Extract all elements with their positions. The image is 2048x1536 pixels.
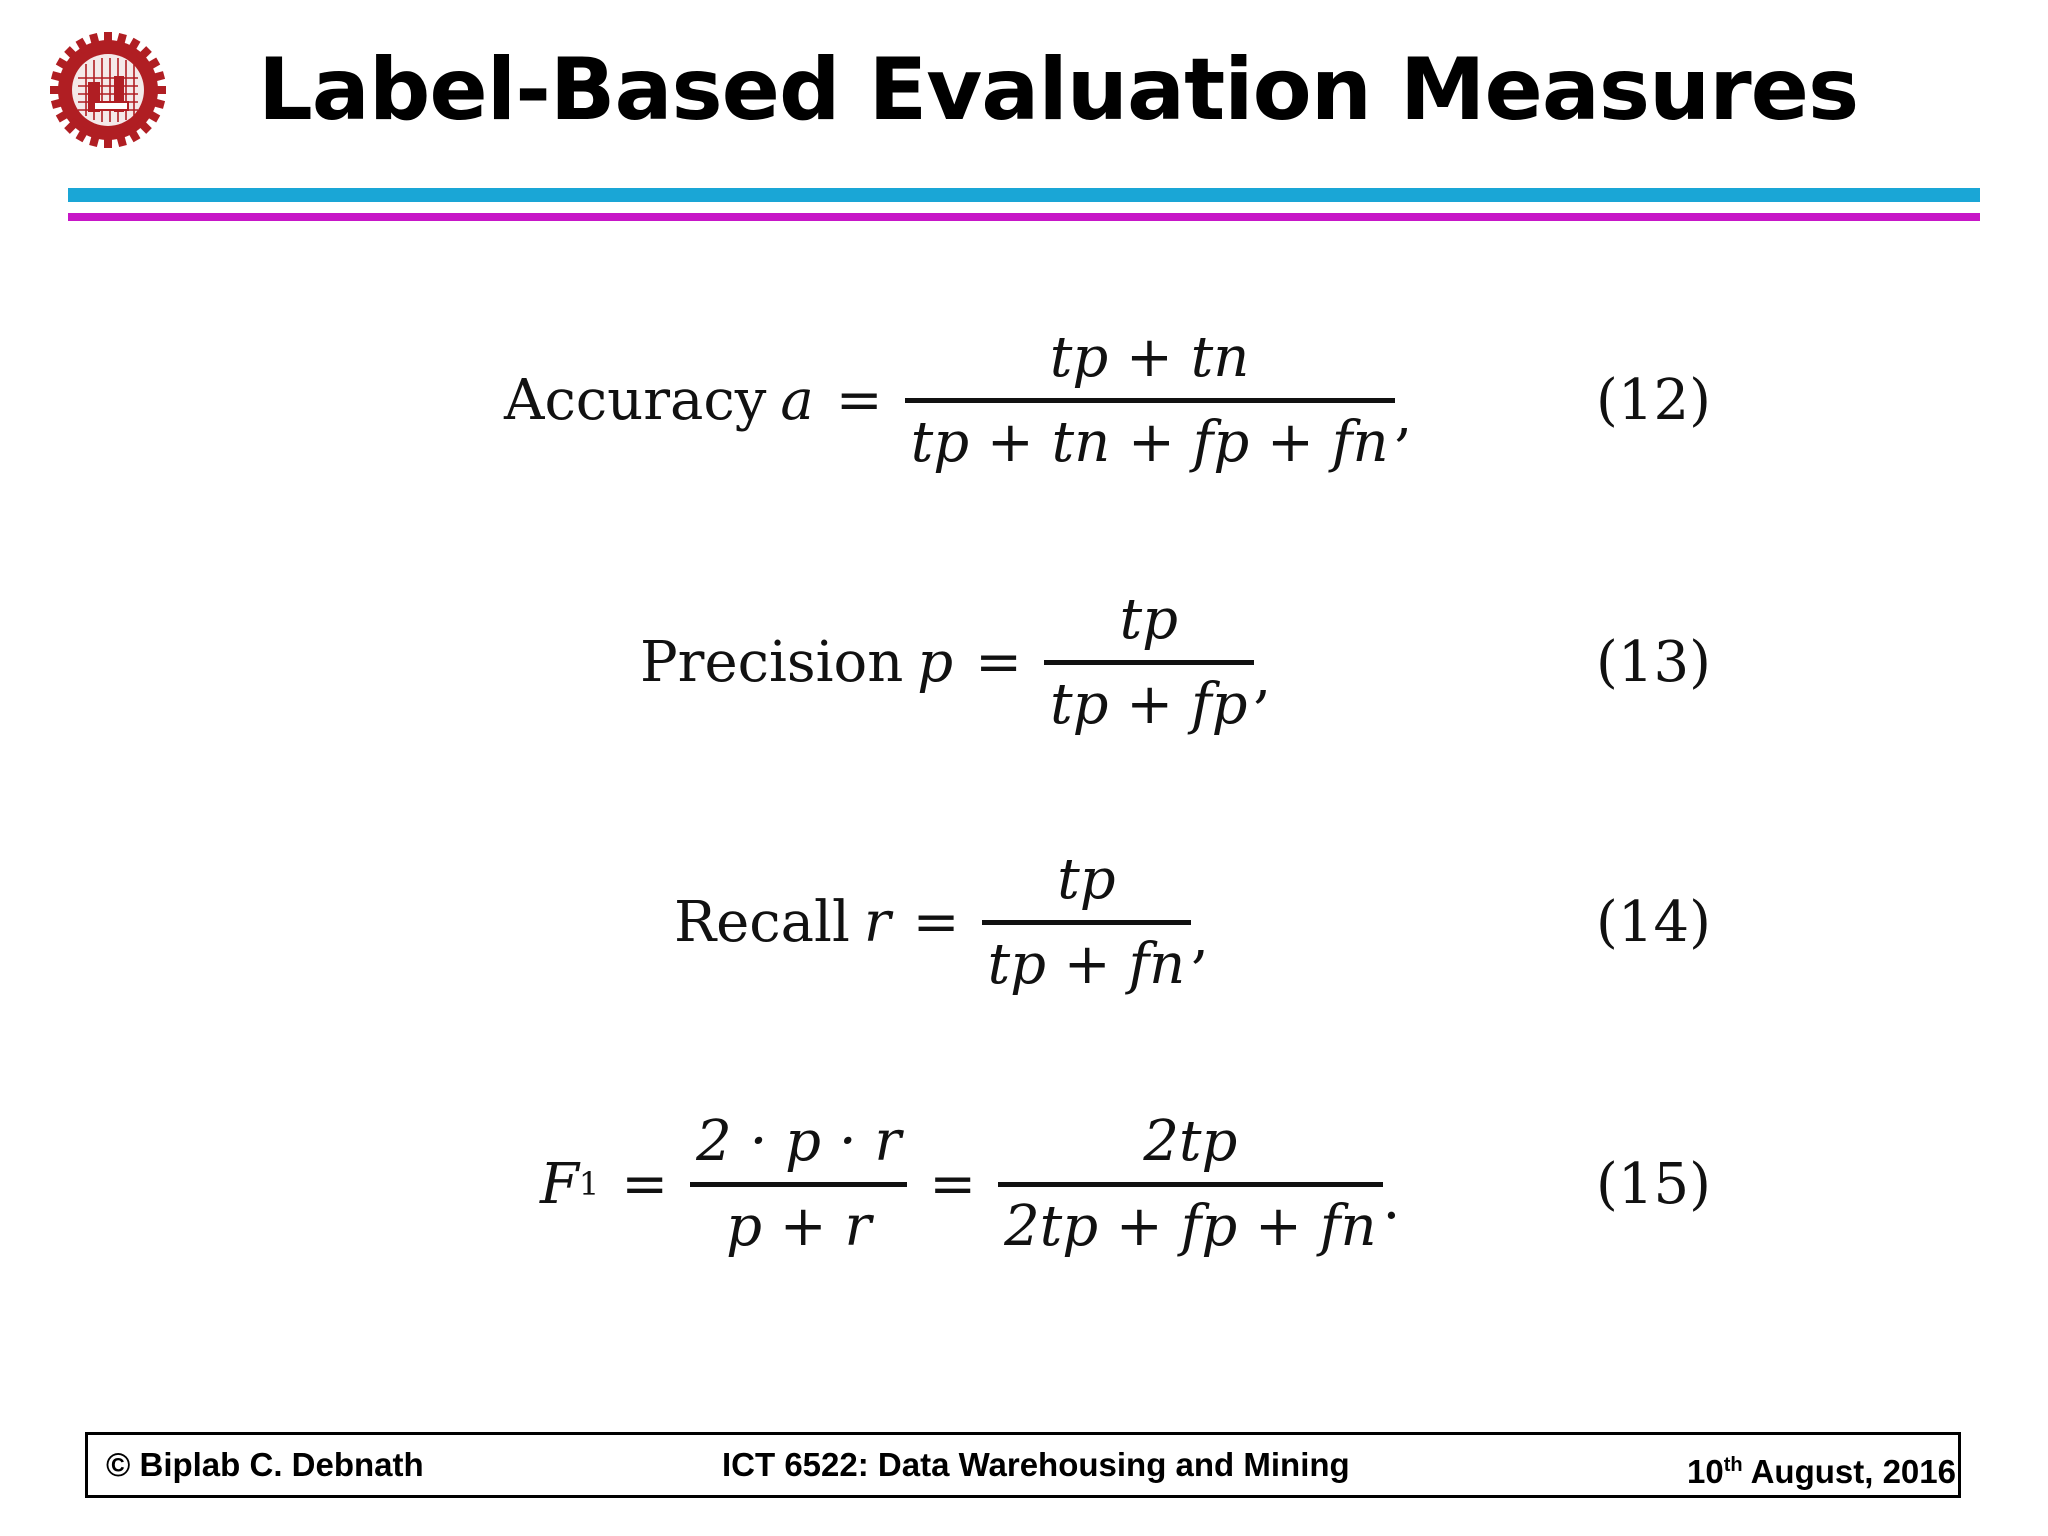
footer-date-day: 10	[1687, 1453, 1724, 1490]
equation-recall	[0, 822, 2048, 1022]
fraction	[690, 1106, 907, 1263]
equals-sign: =	[912, 889, 960, 955]
equals-sign: =	[621, 1151, 669, 1217]
slide-title: Label-Based Evaluation Measures	[258, 40, 1859, 140]
numerator: tp + tn	[1049, 324, 1250, 390]
equation-subscript: 1	[578, 1165, 600, 1203]
footer-author: © Biplab C. Debnath	[106, 1446, 424, 1483]
equation-punctuation: .	[1382, 1167, 1401, 1232]
equals-sign: =	[835, 367, 883, 433]
numerator: 2tp	[1143, 1108, 1238, 1174]
footer-date-rest: August, 2016	[1742, 1453, 1956, 1490]
equation-accuracy	[0, 300, 2048, 500]
denominator: p + r	[726, 1193, 872, 1259]
fraction	[1044, 584, 1253, 741]
denominator: 2tp + fp + fn	[1004, 1193, 1377, 1259]
equation-symbol: p	[917, 629, 954, 695]
equation-symbol: a	[780, 367, 814, 433]
slide-footer	[85, 1432, 1961, 1498]
equals-sign: =	[929, 1151, 977, 1217]
equation-label: Precision	[640, 629, 904, 695]
numerator: tp	[1119, 586, 1178, 652]
equation-number: (13)	[1596, 629, 1711, 695]
denominator: tp + tn + fp + fn	[910, 409, 1389, 475]
fraction-bar	[982, 920, 1192, 925]
equation-number: (12)	[1596, 367, 1711, 433]
equation-symbol: F	[540, 1151, 579, 1217]
equation-symbol: r	[863, 889, 891, 955]
equation-punctuation: ,	[1394, 383, 1413, 448]
fraction	[998, 1106, 1382, 1263]
fraction-bar	[1044, 660, 1253, 665]
fraction-bar	[690, 1182, 907, 1187]
fraction	[905, 322, 1395, 479]
denominator: tp + fn	[987, 931, 1186, 997]
footer-date-suffix: th	[1723, 1454, 1743, 1476]
equation-f1	[0, 1084, 2048, 1284]
equation-number: (14)	[1596, 889, 1711, 955]
equation-label: Recall	[674, 889, 850, 955]
numerator: 2 · p · r	[696, 1108, 902, 1174]
equation-label: Accuracy	[504, 367, 767, 433]
footer-date	[1687, 1435, 1956, 1502]
denominator: tp + fp	[1050, 671, 1248, 737]
equation-punctuation: ,	[1253, 645, 1272, 710]
footer-course: ICT 6522: Data Warehousing and Mining	[722, 1446, 1350, 1483]
fraction	[982, 844, 1192, 1001]
equation-number: (15)	[1596, 1151, 1711, 1217]
equation-precision	[0, 562, 2048, 762]
equals-sign: =	[975, 629, 1023, 695]
fraction-bar	[905, 398, 1395, 403]
numerator: tp	[1057, 846, 1116, 912]
equation-punctuation: ,	[1191, 905, 1210, 970]
fraction-bar	[998, 1182, 1382, 1187]
